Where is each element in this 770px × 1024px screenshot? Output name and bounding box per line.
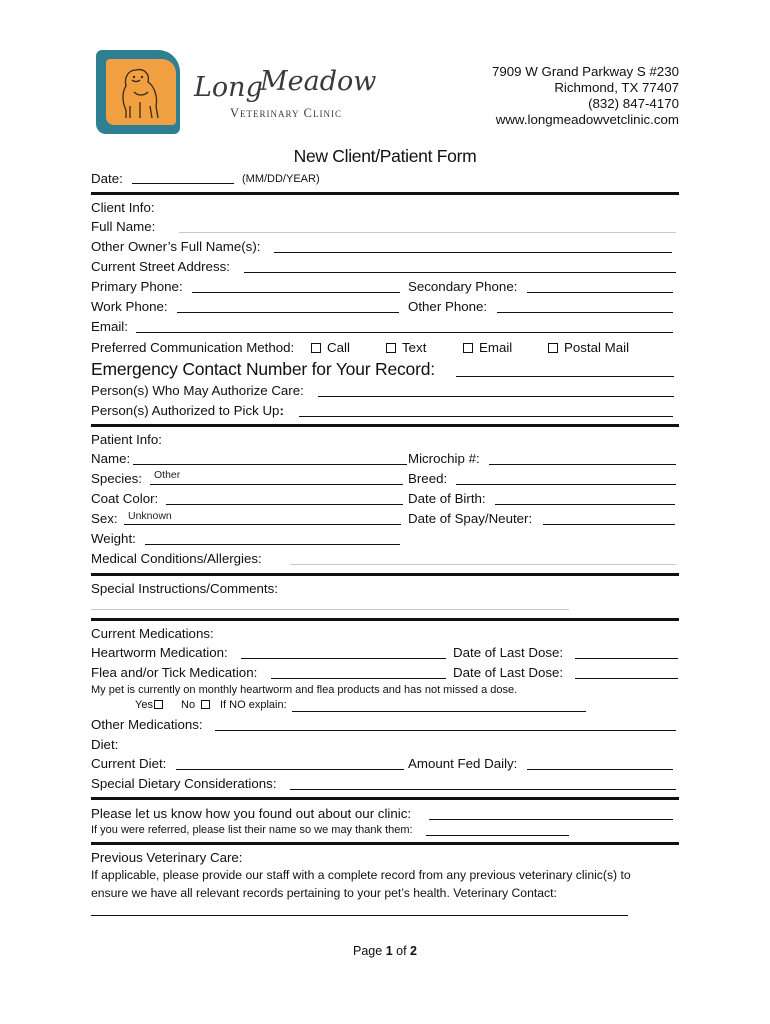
- divider: [91, 424, 679, 427]
- address-line-2: Richmond, TX 77407: [554, 80, 679, 95]
- option-email[interactable]: [463, 340, 512, 356]
- weight-label: Weight:: [91, 531, 136, 546]
- authorize-pickup-input[interactable]: [299, 416, 673, 417]
- other-owners-input[interactable]: [274, 252, 672, 253]
- clinic-logo: [96, 50, 377, 140]
- dog-icon: [114, 62, 170, 122]
- patient-name-input[interactable]: [133, 464, 407, 465]
- emergency-contact-heading: Emergency Contact Number for Your Record:: [91, 359, 435, 379]
- spay-neuter-label: Date of Spay/Neuter:: [408, 511, 533, 526]
- emergency-contact-input[interactable]: [456, 376, 674, 377]
- date-label: Date:: [91, 171, 123, 186]
- last-dose-label-1: Date of Last Dose:: [453, 645, 564, 660]
- microchip-input[interactable]: [489, 464, 676, 465]
- date-input[interactable]: [132, 183, 234, 184]
- no-checkbox[interactable]: [201, 700, 210, 709]
- primary-phone-input[interactable]: [192, 292, 400, 293]
- heartworm-input[interactable]: [241, 658, 446, 659]
- previous-vet-text-1: If applicable, please provide our staff with a complete record from any previous veterinary clinic(s) to: [91, 868, 631, 882]
- work-phone-label: Work Phone:: [91, 299, 168, 314]
- logo-subtitle: Veterinary Clinic: [230, 106, 342, 120]
- coat-color-label: Coat Color:: [91, 491, 159, 506]
- if-no-label: If NO explain:: [220, 699, 287, 711]
- coat-color-input[interactable]: [166, 504, 403, 505]
- species-label: Species:: [91, 471, 142, 486]
- clinic-website[interactable]: www.longmeadowvetclinic.com: [495, 112, 679, 127]
- breed-input[interactable]: [456, 484, 676, 485]
- previous-vet-heading: Previous Veterinary Care:: [91, 850, 243, 865]
- sex-value: Unknown: [128, 510, 172, 522]
- referral-input[interactable]: [429, 819, 673, 820]
- divider: [91, 842, 679, 845]
- option-yes[interactable]: [135, 699, 163, 712]
- amount-fed-input[interactable]: [527, 769, 673, 770]
- special-dietary-label: Special Dietary Considerations:: [91, 776, 277, 791]
- medical-conditions-label: Medical Conditions/Allergies:: [91, 551, 262, 566]
- breed-label: Breed:: [408, 471, 448, 486]
- secondary-phone-label: Secondary Phone:: [408, 279, 518, 294]
- page-word: Page: [353, 944, 383, 958]
- if-no-input[interactable]: [292, 711, 586, 712]
- page-of: of: [396, 944, 407, 958]
- street-address-label: Current Street Address:: [91, 259, 230, 274]
- form-title: New Client/Patient Form: [293, 146, 477, 166]
- referral-note: If you were referred, please list their name so we may thank them:: [91, 824, 413, 836]
- veterinary-contact-input[interactable]: [91, 915, 628, 916]
- species-value: Other: [154, 469, 181, 481]
- last-dose-input-2[interactable]: [575, 678, 678, 679]
- logo-word-long: Long: [194, 72, 263, 103]
- client-info-heading: Client Info:: [91, 200, 155, 215]
- authorize-pickup-text: Person(s) Authorized to Pick Up: [91, 403, 280, 418]
- secondary-phone-input[interactable]: [527, 292, 673, 293]
- text-label: Text: [402, 340, 427, 355]
- weight-input[interactable]: [145, 544, 400, 545]
- page-current: 1: [385, 944, 393, 958]
- address-line-1: 7909 W Grand Parkway S #230: [492, 64, 679, 79]
- special-instructions-heading: Special Instructions/Comments:: [91, 581, 278, 596]
- full-name-label: Full Name:: [91, 219, 156, 234]
- yes-checkbox[interactable]: [154, 700, 163, 709]
- spay-neuter-input[interactable]: [543, 524, 675, 525]
- amount-fed-label: Amount Fed Daily:: [408, 756, 518, 771]
- call-checkbox[interactable]: [311, 343, 321, 353]
- flea-tick-input[interactable]: [271, 678, 446, 679]
- primary-phone-label: Primary Phone:: [91, 279, 183, 294]
- microchip-label: Microchip #:: [408, 451, 480, 466]
- authorize-pickup-label: [91, 403, 284, 419]
- flea-tick-label: Flea and/or Tick Medication:: [91, 665, 258, 680]
- postal-mail-checkbox[interactable]: [548, 343, 558, 353]
- species-input[interactable]: [150, 484, 403, 485]
- authorize-pickup-colon: :: [279, 403, 284, 418]
- referral-heading: Please let us know how you found out about our clinic:: [91, 806, 412, 821]
- special-instructions-input[interactable]: [91, 609, 569, 610]
- divider: [91, 618, 679, 621]
- no-label: No: [181, 699, 196, 711]
- option-text[interactable]: [386, 340, 426, 356]
- page-number: [0, 944, 770, 958]
- call-label: Call: [327, 340, 350, 355]
- option-no[interactable]: [181, 699, 210, 712]
- date-of-birth-label: Date of Birth:: [408, 491, 486, 506]
- email-option-label: Email: [479, 340, 513, 355]
- patient-name-label: Name:: [91, 451, 131, 466]
- divider: [91, 797, 679, 800]
- email-input[interactable]: [136, 332, 673, 333]
- last-dose-label-2: Date of Last Dose:: [453, 665, 564, 680]
- other-phone-input[interactable]: [497, 312, 673, 313]
- sex-label: Sex:: [91, 511, 118, 526]
- email-checkbox[interactable]: [463, 343, 473, 353]
- option-call[interactable]: [311, 340, 350, 356]
- divider: [91, 192, 679, 195]
- date-of-birth-input[interactable]: [495, 504, 675, 505]
- postal-mail-label: Postal Mail: [564, 340, 630, 355]
- yes-label: Yes: [135, 699, 153, 711]
- diet-heading: Diet:: [91, 737, 119, 752]
- preferred-method-label: Preferred Communication Method:: [91, 340, 295, 355]
- clinic-address: [492, 64, 679, 128]
- other-phone-label: Other Phone:: [408, 299, 488, 314]
- current-medications-heading: Current Medications:: [91, 626, 214, 641]
- monthly-note: My pet is currently on monthly heartworm and flea products and has not missed a dose.: [91, 684, 518, 696]
- other-owners-label: Other Owner’s Full Name(s):: [91, 239, 261, 254]
- divider: [91, 573, 679, 576]
- other-medications-input[interactable]: [215, 730, 676, 731]
- current-diet-input[interactable]: [176, 769, 404, 770]
- sex-input[interactable]: [124, 524, 401, 525]
- email-label: Email:: [91, 319, 128, 334]
- patient-info-heading: Patient Info:: [91, 432, 162, 447]
- previous-vet-text-2: ensure we have all relevant records pertaining to your pet’s health. Veterinary Contact:: [91, 886, 557, 900]
- last-dose-input-1[interactable]: [575, 658, 678, 659]
- clinic-phone: (832) 847-4170: [588, 96, 679, 111]
- street-address-input[interactable]: [244, 272, 676, 273]
- full-name-input[interactable]: [179, 232, 676, 233]
- medical-conditions-input[interactable]: [290, 564, 676, 565]
- page-total: 2: [410, 944, 417, 958]
- work-phone-input[interactable]: [177, 312, 399, 313]
- text-checkbox[interactable]: [386, 343, 396, 353]
- option-postal-mail[interactable]: [548, 340, 629, 356]
- referral-name-input[interactable]: [426, 835, 569, 836]
- date-format-hint: (MM/DD/YEAR): [242, 173, 320, 185]
- current-diet-label: Current Diet:: [91, 756, 167, 771]
- authorize-care-label: Person(s) Who May Authorize Care:: [91, 383, 304, 398]
- heartworm-label: Heartworm Medication:: [91, 645, 228, 660]
- logo-word-meadow: Meadow: [260, 66, 377, 97]
- authorize-care-input[interactable]: [318, 396, 674, 397]
- other-medications-label: Other Medications:: [91, 717, 203, 732]
- special-dietary-input[interactable]: [290, 789, 676, 790]
